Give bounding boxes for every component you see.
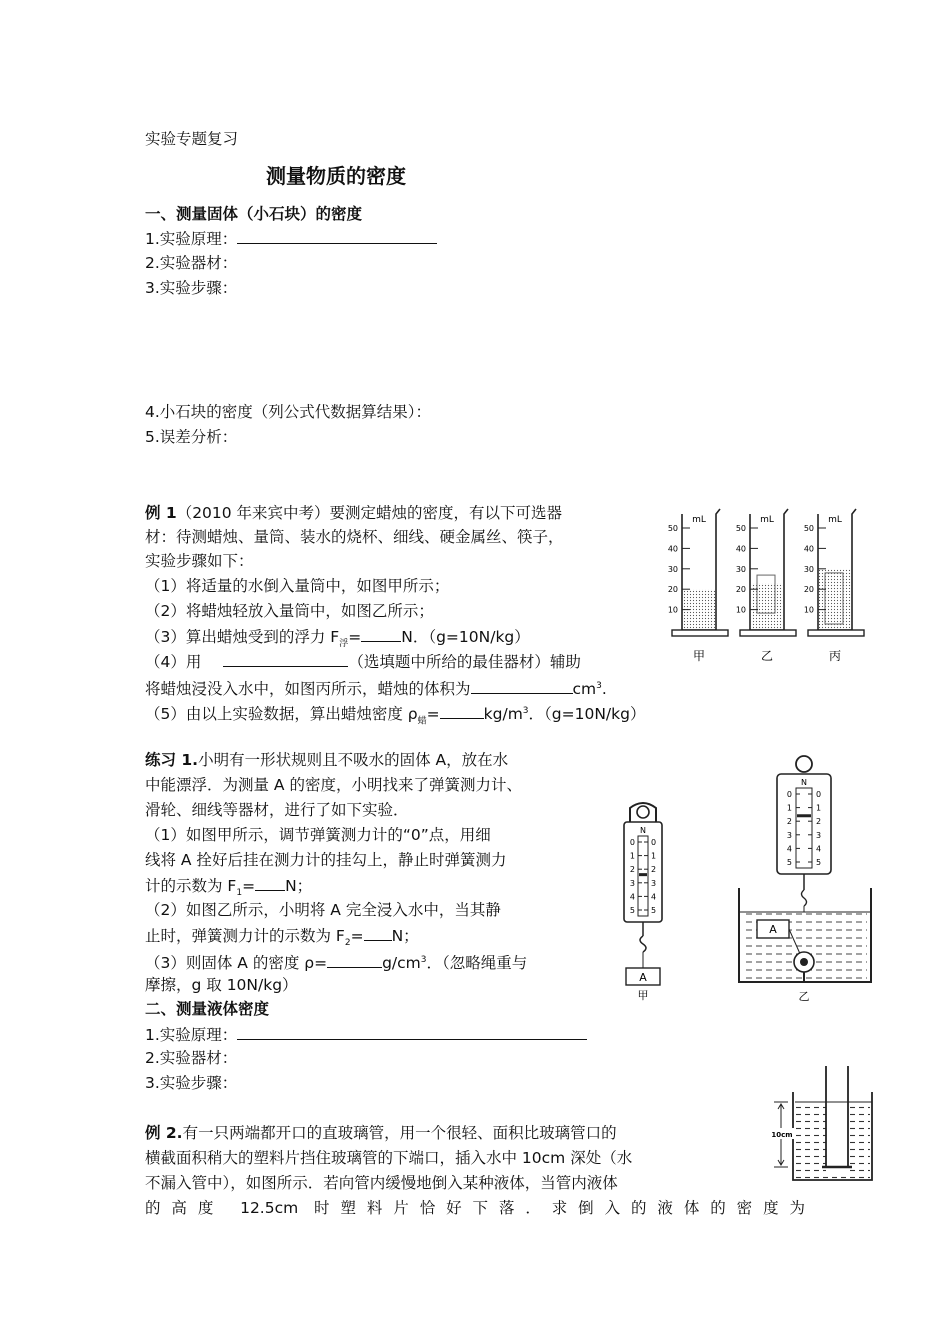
- scale-tick-label: 3: [786, 830, 792, 840]
- example2-line1: [145, 1121, 617, 1145]
- equals-sign: =: [348, 628, 362, 646]
- depth-label: 10cm: [771, 1131, 793, 1139]
- section1-equipment: 2.实验器材：: [145, 254, 238, 272]
- scale-tick-label: 0: [816, 790, 822, 799]
- practice1-line2: 中能漂浮．为测量 A 的密度，小明找来了弹簧测力计、: [145, 776, 522, 794]
- tick-label: 10: [735, 605, 746, 615]
- answer-blank[interactable]: [223, 649, 348, 667]
- scale-tick-label: 4: [629, 892, 635, 902]
- superscript: 3: [522, 706, 529, 716]
- block-a-label: A: [639, 971, 647, 984]
- example1-step5-text: （5）由以上实验数据，算出蜡烛密度 ρ: [145, 705, 418, 724]
- tick-label: 40: [803, 544, 814, 554]
- spring-scale-left-figure: [612, 798, 674, 1003]
- block-a-label: A: [769, 923, 777, 936]
- cylinder-base: [672, 630, 728, 636]
- cylinder-base: [740, 630, 796, 636]
- example1-tag: 例 1: [145, 504, 177, 522]
- figure-label: 乙: [760, 649, 774, 663]
- example1-line1-text: （2010 年来宾中考）要测定蜡烛的密度，有以下可选器: [176, 504, 563, 522]
- practice1-q3c: 摩擦，g 取 10N/kg）: [145, 976, 298, 994]
- example2-line4: 的高度 12.5cm 时塑料片恰好下落．求倒入的液体的密度为: [145, 1199, 805, 1217]
- scale-tick-label: 4: [651, 892, 657, 902]
- example2-tag: 例 2.: [145, 1124, 183, 1142]
- scale-tick-label: 5: [786, 858, 792, 867]
- practice1-line3: 滑轮、细线等器材，进行了如下实验．: [145, 801, 409, 819]
- unit-cm: cm: [572, 680, 597, 699]
- equals-sign: =: [426, 705, 440, 724]
- tick-label: 20: [803, 585, 814, 595]
- unit-label: mL: [828, 515, 842, 525]
- scale-tick-label: 1: [651, 851, 657, 861]
- answer-blank[interactable]: [237, 226, 437, 244]
- answer-blank[interactable]: [364, 923, 392, 941]
- buoyancy-subscript: 浮: [339, 639, 349, 650]
- example1-step2: （2）将蜡烛轻放入量筒中，如图乙所示；: [145, 602, 434, 620]
- unit-label: mL: [760, 515, 774, 525]
- scale-tick-label: 1: [786, 803, 792, 813]
- scale-tick-label: 2: [786, 817, 792, 827]
- example1-line1: [145, 501, 562, 525]
- example1-step4-cont: [145, 674, 607, 701]
- example1-step5-unit: ．（g=10N/kg）: [528, 705, 646, 724]
- scale-tick-label: 2: [816, 817, 822, 827]
- practice1-line1: [145, 748, 508, 772]
- practice1-q2a: （2）如图乙所示，小明将 A 完全浸入水中，当其静: [145, 901, 501, 919]
- scale-tick-label: 1: [629, 851, 635, 861]
- practice1-q2b-text: 止时，弹簧测力计的示数为 F: [145, 927, 345, 945]
- equals-sign: =: [350, 927, 364, 945]
- scale-tick-label: 1: [816, 803, 822, 813]
- tick-label: 40: [667, 544, 678, 554]
- scale-tick-label: 0: [629, 838, 635, 847]
- example1-step5: [145, 699, 645, 733]
- section1-heading: 一、测量固体（小石块）的密度: [145, 205, 363, 223]
- answer-blank[interactable]: [361, 624, 401, 642]
- answer-blank[interactable]: [255, 873, 285, 891]
- practice1-q1c-text: 计的示数为 F: [145, 877, 237, 895]
- section2-equipment: 2.实验器材：: [145, 1049, 238, 1067]
- unit-n: N；: [391, 927, 419, 945]
- figure-label-jia: 甲: [637, 989, 649, 1002]
- section1-density: 4.小石块的密度（列公式代数据算结果）：: [145, 403, 432, 421]
- tick-label: 50: [735, 524, 746, 533]
- example1-step3-unit: N．（g=10N/kg）: [401, 628, 530, 646]
- section1-principle-label: 1.实验原理：: [145, 230, 238, 248]
- example1-line2: 材：待测蜡烛、量筒、装水的烧杯、细线、硬金属丝、筷子，: [145, 528, 564, 546]
- period: .: [601, 680, 607, 699]
- scale-tick-label: 0: [786, 790, 792, 799]
- scale-tick-label: 5: [629, 906, 635, 915]
- scale-tick-label: 2: [629, 865, 635, 875]
- scale-n-letter: N: [801, 778, 807, 787]
- practice1-line1-text: 小明有一形状规则且不吸水的固体 A，放在水: [198, 751, 509, 769]
- equals-sign: =: [242, 877, 256, 895]
- section2-principle-label: 1.实验原理：: [145, 1026, 238, 1044]
- water-fill: [751, 583, 783, 630]
- unit-kgm: kg/m: [483, 705, 523, 724]
- scale-tick-label: 2: [651, 865, 657, 875]
- figure-label: 甲: [692, 649, 706, 663]
- practice1-q3a-text: （3）则固体 A 的密度 ρ=: [145, 954, 328, 973]
- tick-label: 10: [667, 605, 678, 615]
- superscript: 3: [420, 955, 427, 965]
- unit-label: mL: [692, 515, 706, 525]
- scale-tick-label: 4: [816, 844, 822, 854]
- scale-tick-label: 4: [786, 844, 792, 854]
- glass-tube-figure: [768, 1062, 874, 1184]
- tick-label: 50: [803, 524, 814, 533]
- subscript: 2: [344, 938, 351, 949]
- scale-tick-label: 3: [629, 878, 635, 888]
- cylinder-base: [808, 630, 864, 636]
- example2-line2: 横截面积稍大的塑料片挡住玻璃管的下端口，插入水中 10cm 深处（水: [145, 1149, 633, 1167]
- example1-step3-text: （3）算出蜡烛受到的浮力 F: [145, 628, 340, 646]
- scale-tick-label: 0: [651, 838, 657, 847]
- tick-label: 10: [803, 605, 814, 615]
- tick-label: 50: [667, 524, 678, 533]
- scale-tick-label: 5: [816, 858, 822, 867]
- section1-error: 5.误差分析：: [145, 428, 238, 446]
- section2-principle: [145, 1022, 587, 1047]
- practice1-tag: 练习 1.: [145, 751, 199, 769]
- scale-tick-label: 3: [651, 878, 657, 888]
- scale-tick-label: 3: [816, 830, 822, 840]
- practice1-q1a: （1）如图甲所示，调节弹簧测力计的“0”点，用细: [145, 826, 491, 844]
- figure-label: 丙: [828, 649, 842, 663]
- graduated-cylinders-figure: [662, 500, 872, 668]
- scale-pointer: [797, 814, 811, 817]
- header-label: 实验专题复习: [145, 130, 239, 148]
- practice1-q3a: [145, 948, 527, 975]
- scale-tick-label: 5: [651, 906, 657, 915]
- section2-steps: 3.实验步骤：: [145, 1074, 238, 1092]
- answer-blank[interactable]: [327, 950, 382, 968]
- section1-principle: [145, 226, 437, 251]
- example1-step4: [145, 649, 581, 674]
- answer-blank[interactable]: [471, 676, 573, 694]
- example1-step1: （1）将适量的水倒入量筒中，如图甲所示；: [145, 577, 450, 595]
- section1-steps: 3.实验步骤：: [145, 279, 238, 297]
- page-title: 测量物质的密度: [266, 164, 406, 188]
- figure-label-yi: 乙: [798, 990, 810, 1003]
- example2-line3: 不漏入管中），如图所示．若向管内缓慢地倒入某种液体，当管内液体: [145, 1174, 618, 1192]
- scale-n-letter: N: [640, 826, 646, 835]
- subscript: 1: [236, 888, 243, 899]
- example2-line1-text: 有一只两端都开口的直玻璃管，用一个很轻、面积比玻璃管口的: [182, 1124, 617, 1142]
- tick-label: 30: [803, 564, 814, 574]
- tick-label: 30: [735, 564, 746, 574]
- superscript: 3: [596, 681, 602, 691]
- practice1-q1b: 线将 A 拴好后挂在测力计的挂勾上，静止时弹簧测力: [145, 851, 507, 869]
- unit-gcm: g/cm: [382, 954, 421, 973]
- unit-n: N；: [285, 877, 313, 895]
- answer-blank[interactable]: [237, 1022, 587, 1040]
- water-fill: [819, 569, 851, 630]
- scale-pointer: [639, 873, 647, 876]
- tick-label: 20: [667, 585, 678, 595]
- example1-step4-hint: （选填题中所给的最佳器材）辅助: [348, 653, 581, 671]
- tick-label: 40: [735, 544, 746, 554]
- spring-scale-tank-figure: [735, 750, 875, 1005]
- wax-subscript: 蜡: [417, 716, 427, 727]
- answer-blank[interactable]: [440, 701, 484, 719]
- tick-label: 20: [735, 585, 746, 595]
- example1-step4-text: （4）用: [145, 653, 202, 671]
- example1-line3: 实验步骤如下：: [145, 552, 254, 570]
- example1-step4-cont-text: 将蜡烛浸没入水中，如图丙所示，蜡烛的体积为: [145, 680, 471, 699]
- tick-label: 30: [667, 564, 678, 574]
- practice1-q3-note: ．（忽略绳重与: [426, 954, 528, 973]
- section2-heading: 二、测量液体密度: [145, 1000, 270, 1018]
